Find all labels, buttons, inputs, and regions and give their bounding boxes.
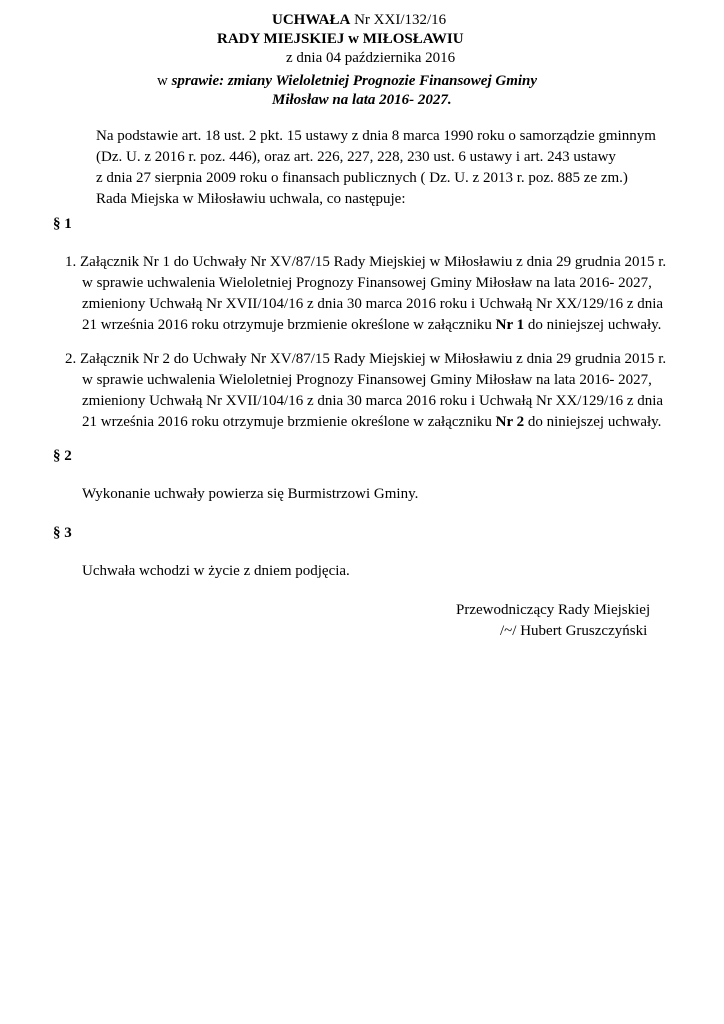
item2-line4-end: do niniejszej uchwały.: [524, 414, 662, 430]
item1-line4-end: do niniejszej uchwały.: [524, 317, 662, 333]
item2-line3: zmieniony Uchwałą Nr XVII/104/16 z dnia 30 marca 2016 roku i Uchwałą Nr XX/129/16 z dnia: [82, 393, 664, 409]
item1-line4-text: 21 września 2016 roku otrzymuje brzmienie określone w załączniku: [82, 317, 496, 333]
item2-line1: 2. Załącznik Nr 2 do Uchwały Nr XV/87/15 Rady Miejskiej w Miłosławiu z dnia 29 grudnia 2015 r.: [65, 351, 667, 367]
signature-name: /~/ Hubert Gruszczyński: [500, 623, 648, 639]
item1-line4: [82, 315, 661, 336]
section2-text: Wykonanie uchwały powierza się Burmistrzowi Gminy.: [82, 486, 419, 502]
subject-line-2: Miłosław na lata 2016- 2027.: [272, 92, 452, 108]
subject-text-1: sprawie: zmiany Wieloletniej Prognozie Finansowej Gminy: [171, 73, 538, 89]
subject-prefix: w: [157, 73, 168, 89]
item1-line2: w sprawie uchwalenia Wieloletniej Prognozy Finansowej Gminy Miłosław na lata 2016- 2027,: [82, 275, 652, 291]
preamble-line: Na podstawie art. 18 ust. 2 pkt. 15 ustawy z dnia 8 marca 1990 roku o samorządzie gminnym: [96, 128, 656, 144]
section3-text: Uchwała wchodzi w życie z dniem podjęcia.: [82, 563, 350, 579]
resolution-date: z dnia 04 października 2016: [286, 50, 456, 66]
item2-line2: w sprawie uchwalenia Wieloletniej Prognozy Finansowej Gminy Miłosław na lata 2016- 2027,: [82, 372, 652, 388]
subject-line-1: [157, 73, 537, 90]
resolution-title: [272, 12, 446, 29]
resolution-title-prefix: UCHWAŁA: [272, 12, 351, 28]
item1-line3: zmieniony Uchwałą Nr XVII/104/16 z dnia 30 marca 2016 roku i Uchwałą Nr XX/129/16 z dnia: [82, 296, 664, 312]
item1-line1: 1. Załącznik Nr 1 do Uchwały Nr XV/87/15 Rady Miejskiej w Miłosławiu z dnia 29 grudnia 2015 r.: [65, 254, 667, 270]
section-heading-2: § 2: [53, 448, 72, 464]
section-heading-3: § 3: [53, 525, 72, 541]
council-name: RADY MIEJSKIEJ w MIŁOSŁAWIU: [217, 31, 464, 47]
item2-line4: [82, 412, 661, 433]
signature-role: Przewodniczący Rady Miejskiej: [456, 602, 651, 618]
preamble-line: Rada Miejska w Miłosławiu uchwala, co następuje:: [96, 191, 406, 207]
section-heading-1: § 1: [53, 216, 72, 232]
item1-attachment-ref: Nr 1: [495, 317, 525, 333]
item2-line4-text: 21 września 2016 roku otrzymuje brzmienie określone w załączniku: [82, 414, 496, 430]
resolution-number: Nr XXI/132/16: [354, 12, 447, 28]
preamble-line: (Dz. U. z 2016 r. poz. 446), oraz art. 226, 227, 228, 230 ust. 6 ustawy i art. 243 ustawy: [96, 149, 616, 165]
item2-attachment-ref: Nr 2: [495, 414, 525, 430]
preamble-line: z dnia 27 sierpnia 2009 roku o finansach publicznych ( Dz. U. z 2013 r. poz. 885 ze zm.): [96, 170, 628, 186]
